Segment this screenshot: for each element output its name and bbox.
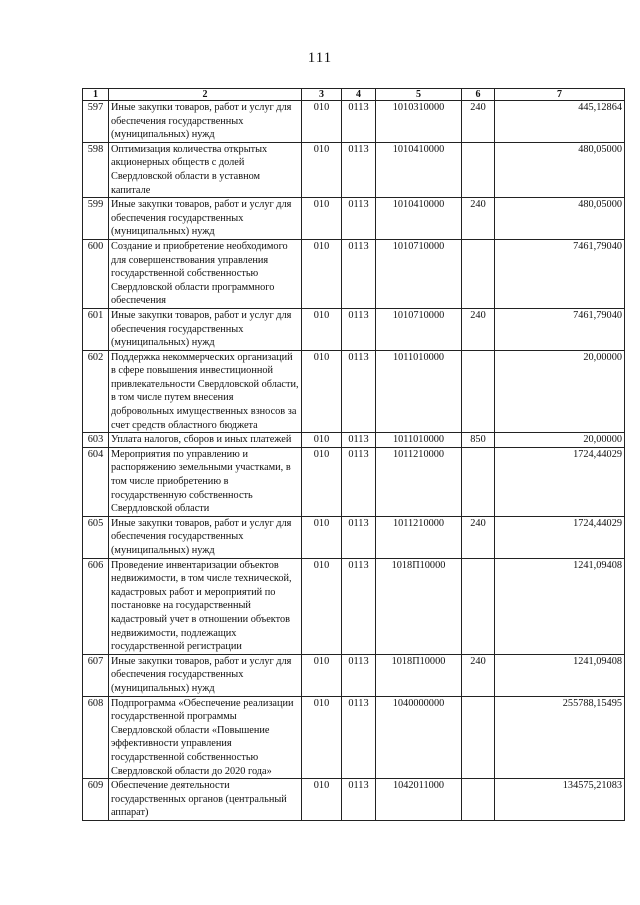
row-number: 598	[83, 142, 109, 197]
row-amount: 1241,09408	[495, 654, 625, 696]
row-name: Иные закупки товаров, работ и услуг для обеспечения государственных (муниципальных) нужд	[109, 654, 302, 696]
table-row	[83, 198, 625, 240]
row-code-6	[462, 142, 495, 197]
row-amount: 20,00000	[495, 433, 625, 448]
row-number: 600	[83, 239, 109, 308]
budget-table	[82, 88, 625, 821]
row-code-5: 1011010000	[376, 433, 462, 448]
table-row	[83, 558, 625, 654]
row-code-6	[462, 779, 495, 821]
row-number: 597	[83, 101, 109, 143]
page-number: 111	[307, 50, 333, 66]
row-code-6: 240	[462, 308, 495, 350]
row-amount: 1724,44029	[495, 516, 625, 558]
row-number: 603	[83, 433, 109, 448]
row-amount: 480,05000	[495, 142, 625, 197]
row-code-6: 240	[462, 101, 495, 143]
column-header: 1	[83, 89, 109, 101]
row-code-6: 240	[462, 516, 495, 558]
row-code-3: 010	[302, 433, 342, 448]
row-amount: 7461,79040	[495, 308, 625, 350]
row-code-4: 0113	[342, 308, 376, 350]
row-code-4: 0113	[342, 101, 376, 143]
row-number: 606	[83, 558, 109, 654]
row-amount: 255788,15495	[495, 696, 625, 779]
row-amount: 134575,21083	[495, 779, 625, 821]
row-name: Иные закупки товаров, работ и услуг для обеспечения государственных (муниципальных) нужд	[109, 516, 302, 558]
row-code-4: 0113	[342, 198, 376, 240]
row-name: Создание и приобретение необходимого для совершенствования управления государственной собственностью Свердловской области программного обеспечения	[109, 239, 302, 308]
row-name: Уплата налогов, сборов и иных платежей	[109, 433, 302, 448]
row-code-5: 1010710000	[376, 239, 462, 308]
row-code-3: 010	[302, 350, 342, 433]
row-code-3: 010	[302, 239, 342, 308]
row-code-6: 240	[462, 198, 495, 240]
table-row	[83, 142, 625, 197]
row-code-5: 1010310000	[376, 101, 462, 143]
row-number: 602	[83, 350, 109, 433]
table-row	[83, 696, 625, 779]
column-header: 2	[109, 89, 302, 101]
row-code-6	[462, 696, 495, 779]
row-code-4: 0113	[342, 654, 376, 696]
row-number: 607	[83, 654, 109, 696]
row-name: Иные закупки товаров, работ и услуг для обеспечения государственных (муниципальных) нужд	[109, 101, 302, 143]
row-code-5: 1040000000	[376, 696, 462, 779]
row-code-5: 1011210000	[376, 447, 462, 516]
row-code-5: 1010410000	[376, 198, 462, 240]
row-code-6	[462, 239, 495, 308]
row-code-4: 0113	[342, 447, 376, 516]
row-code-3: 010	[302, 142, 342, 197]
row-code-5: 1018П10000	[376, 654, 462, 696]
row-code-3: 010	[302, 779, 342, 821]
row-code-3: 010	[302, 447, 342, 516]
row-code-4: 0113	[342, 779, 376, 821]
row-code-5: 1018П10000	[376, 558, 462, 654]
row-amount: 20,00000	[495, 350, 625, 433]
row-name: Иные закупки товаров, работ и услуг для обеспечения государственных (муниципальных) нужд	[109, 198, 302, 240]
row-code-4: 0113	[342, 433, 376, 448]
row-code-4: 0113	[342, 696, 376, 779]
table-row	[83, 239, 625, 308]
row-code-6	[462, 350, 495, 433]
row-code-5: 1042011000	[376, 779, 462, 821]
row-code-5: 1011010000	[376, 350, 462, 433]
row-number: 601	[83, 308, 109, 350]
column-header: 7	[495, 89, 625, 101]
row-code-3: 010	[302, 558, 342, 654]
row-code-6: 850	[462, 433, 495, 448]
row-code-3: 010	[302, 654, 342, 696]
table-row	[83, 433, 625, 448]
row-code-6	[462, 447, 495, 516]
row-number: 608	[83, 696, 109, 779]
row-code-3: 010	[302, 198, 342, 240]
row-name: Иные закупки товаров, работ и услуг для обеспечения государственных (муниципальных) нужд	[109, 308, 302, 350]
row-name: Оптимизация количества открытых акционерных обществ с долей Свердловской области в уставном капитале	[109, 142, 302, 197]
column-header: 5	[376, 89, 462, 101]
column-header: 3	[302, 89, 342, 101]
row-code-4: 0113	[342, 142, 376, 197]
row-amount: 1241,09408	[495, 558, 625, 654]
table-row	[83, 516, 625, 558]
row-amount: 445,12864	[495, 101, 625, 143]
row-code-5: 1010410000	[376, 142, 462, 197]
row-amount: 1724,44029	[495, 447, 625, 516]
table-row	[83, 447, 625, 516]
table-row	[83, 779, 625, 821]
row-amount: 480,05000	[495, 198, 625, 240]
row-code-3: 010	[302, 696, 342, 779]
table-row	[83, 350, 625, 433]
row-name: Обеспечение деятельности государственных органов (центральный аппарат)	[109, 779, 302, 821]
row-name: Мероприятия по управлению и распоряжению земельными участками, в том числе приобретению в государственную собственность Свердловской области	[109, 447, 302, 516]
header-row	[83, 89, 625, 101]
row-number: 604	[83, 447, 109, 516]
row-code-4: 0113	[342, 239, 376, 308]
row-name: Поддержка некоммерческих организаций в сфере повышения инвестиционной привлекательности Свердловской области, в том числе путем внесения добровольных имущественных взносов за счет средств областного бюджета	[109, 350, 302, 433]
row-code-4: 0113	[342, 516, 376, 558]
table-row	[83, 101, 625, 143]
row-code-4: 0113	[342, 350, 376, 433]
row-code-5: 1011210000	[376, 516, 462, 558]
table-row	[83, 308, 625, 350]
row-code-5: 1010710000	[376, 308, 462, 350]
row-name: Проведение инвентаризации объектов недвижимости, в том числе технической, кадастровых работ и мероприятий по постановке на государственный кадастровый учет в отношении объектов недвижимости, подлежащих государственной регистрации	[109, 558, 302, 654]
column-header: 6	[462, 89, 495, 101]
row-code-3: 010	[302, 101, 342, 143]
row-amount: 7461,79040	[495, 239, 625, 308]
row-number: 605	[83, 516, 109, 558]
row-code-6: 240	[462, 654, 495, 696]
table-row	[83, 654, 625, 696]
row-code-3: 010	[302, 308, 342, 350]
column-header: 4	[342, 89, 376, 101]
row-number: 609	[83, 779, 109, 821]
row-code-3: 010	[302, 516, 342, 558]
row-code-4: 0113	[342, 558, 376, 654]
row-code-6	[462, 558, 495, 654]
row-name: Подпрограмма «Обеспечение реализации государственной программы Свердловской области «Повышение эффективности управления государственной собственностью Свердловской области до 2020 года»	[109, 696, 302, 779]
row-number: 599	[83, 198, 109, 240]
